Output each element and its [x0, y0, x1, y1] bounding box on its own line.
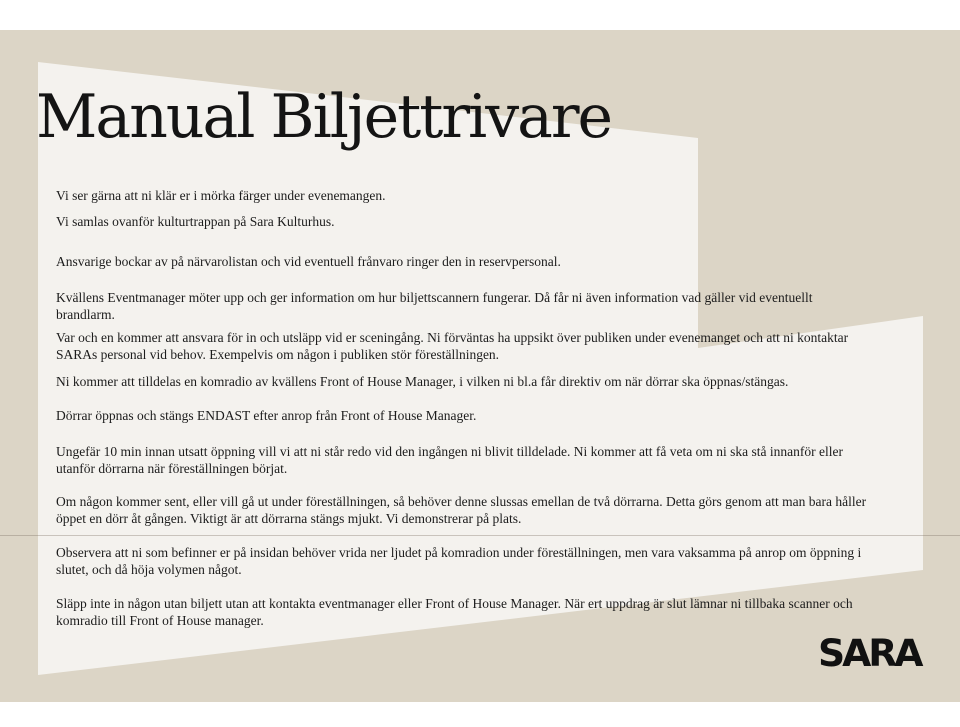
paragraph-radio: Ni kommer att tilldelas en komradio av kvällens Front of House Manager, i vilken ni bl.a får direktiv om när dörrar ska öppnas/stängas. [56, 374, 789, 389]
paragraph-tickets: Släpp inte in någon utan biljett utan att kontakta eventmanager eller Front of House Manager. När ert uppdrag är slut lämnar ni tillbaka scanner och komradio till Front of House manager. [56, 596, 853, 628]
paragraph-meeting-point: Vi samlas ovanför kulturtrappan på Sara Kulturhus. [56, 214, 335, 229]
paragraph-responsibility: Var och en kommer att ansvara för in och utsläpp vid er sceningång. Ni förväntas ha uppsikt över publiken under evenemanget och att ni kontaktar SARAs personal vid behov. Exempelvis om någon i publiken stör föreställningen. [56, 330, 849, 362]
page-title: Manual Biljettrivare [36, 82, 612, 152]
panel-polygon [38, 62, 923, 675]
fold-line [0, 535, 960, 536]
paragraph-ready: Ungefär 10 min innan utsatt öppning vill vi att ni står redo vid den ingången ni blivit tilldelade. Ni kommer att få veta om ni ska stå innanför eller utanför dörrarna när föreställningen börjat. [56, 444, 843, 476]
paragraph-latecomers: Om någon kommer sent, eller vill gå ut under föreställningen, så behöver denne slussas emellan de två dörrarna. Detta görs genom att man bara håller öppet en dörr åt gången. Viktigt är att dörrarna stängs mjukt. Vi demonstrerar på plats. [56, 494, 867, 526]
document-page [0, 30, 960, 702]
paragraph-doors: Dörrar öppnas och stängs ENDAST efter anrop från Front of House Manager. [56, 408, 477, 423]
paragraph-volume: Observera att ni som befinner er på insidan behöver vrida ner ljudet på komradion under föreställningen, men vara vaksamma på anrop om öppning i slutet, och då höja volymen något. [56, 545, 862, 577]
paragraph-eventmanager: Kvällens Eventmanager möter upp och ger information om hur biljettscannern fungerar. Då får ni även information vad gäller vid eventuellt brandlarm. [56, 290, 813, 322]
paragraph-clothing: Vi ser gärna att ni klär er i mörka färger under evenemangen. [56, 188, 386, 203]
paragraph-attendance: Ansvarige bockar av på närvarolistan och vid eventuell frånvaro ringer den in reservpersonal. [56, 254, 561, 269]
sara-logo: SARA [818, 632, 921, 675]
